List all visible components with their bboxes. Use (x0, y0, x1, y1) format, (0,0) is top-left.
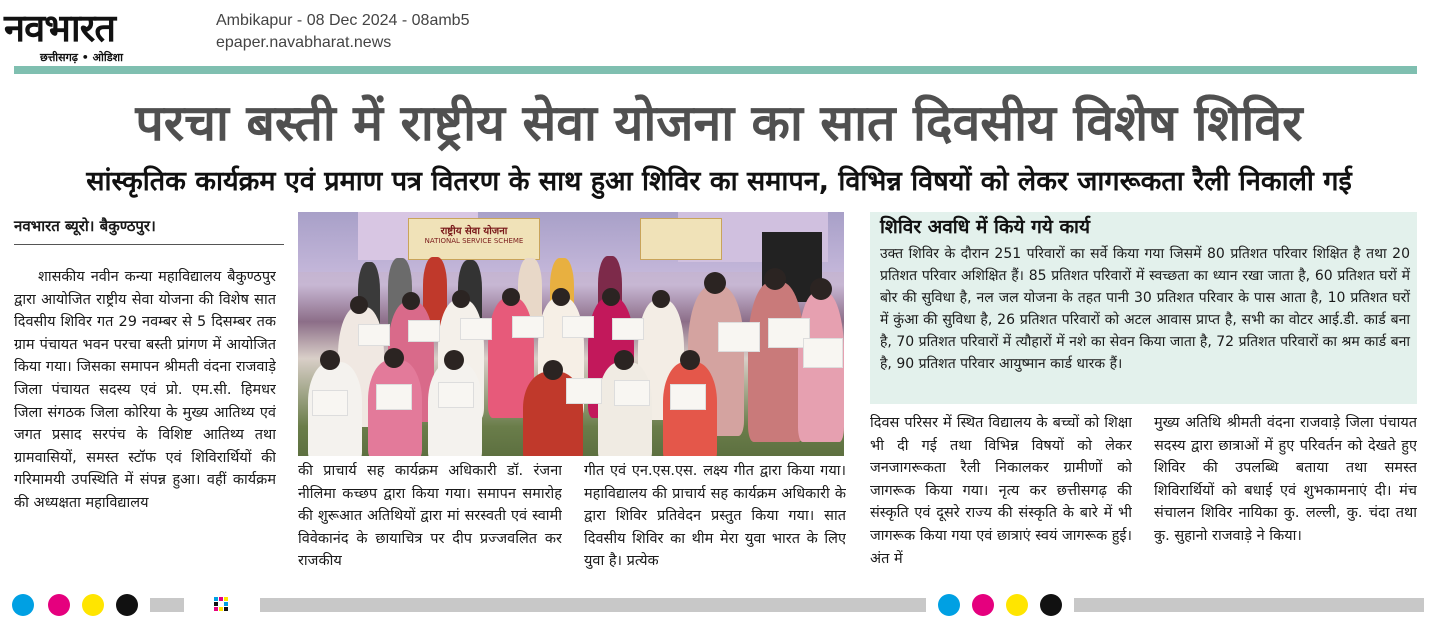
banner-text: राष्ट्रीय सेवा योजना (440, 226, 508, 237)
grey-color-bar-right (1074, 598, 1424, 612)
byline: नवभारत ब्यूरो। बैकुण्ठपुर। (14, 217, 156, 235)
article-column-4: दिवस परिसर में स्थित विद्यालय के बच्चों को शिक्षा भी दी गई तथा विभिन्न विषयों को लेकर जनजागरूकता रैली निकालकर ग्रामीणों को जागरूक किया गया। नृत्य कर छत्तीसगढ़ की संस्कृति एवं दूसरे राज्य की संस्कृति के बारे में भी जागरूक किया गया एवं छात्राएं स्वयं जागरूक हुई। अंत में (870, 415, 1132, 567)
grey-color-bar-middle (260, 598, 926, 612)
black-registration-dot-2 (1040, 594, 1062, 616)
article-subheadline: सांस्कृतिक कार्यक्रम एवं प्रमाण पत्र वितरण के साथ हुआ शिविर का समापन, विभिन्न विषयों को लेकर जागरूकता रैली निकाली गई (86, 166, 1352, 197)
sidebar-box-text: उक्त शिविर के दौरान 251 परिवारों का सर्वे किया गया जिसमें 80 प्रतिशत परिवार शिक्षित है तथा 20 प्रतिशत परिवार अशिक्षित हैं। 85 प्रतिशत परिवारों में स्वच्छता का ध्यान रखा जाता है, 60 प्रतिशत घरों में बोर की सुविधा है, नल जल योजना के तहत पानी 30 प्रतिशत परिवार के पास आता है, 10 प्रतिशत घरों में कुंआ की सुविधा है, 26 प्रतिशत परिवारों को अटल आवास प्राप्त है, सभी का वोटर आई.डी. कार्ड बना है, 70 प्रतिशत परिवारों में त्यौहारों में नशे का सेवन किया जाता है, 72 प्रतिशत परिवारों का श्रम कार्ड बना है, 90 प्रतिशत परिवार आयुष्मान कार्ड धारक हैं। (880, 246, 1410, 372)
cyan-registration-dot-2 (938, 594, 960, 616)
banner-subtext: NATIONAL SERVICE SCHEME (424, 237, 524, 245)
nss-banner-left (408, 218, 540, 260)
registration-mark-icon (214, 597, 228, 611)
byline-rule (14, 244, 284, 245)
article-column-1: शासकीय नवीन कन्या महाविद्यालय बैकुण्ठपुर द्वारा आयोजित राष्ट्रीय सेवा योजना की विशेष सात दिवसीय शिविर गत 29 नवम्बर से 5 दिसम्बर तक ग्राम पंचायत भवन परचा बस्ती प्रांगण में आयोजित किया गया। जिसका समापन श्रीमती वंदना राजवाड़े जिला पंचायत सदस्य एवं प्रो. एम.सी. हिमधर जिला संगठक जिला कोरिया के मुख्य आतिथ्य एवं जगत प्रसाद सरपंच के विशिष्ट आतिथ्य तथा ग्रामवासियों, समस्त स्टॉफ एवं शिविरार्थियों की गरिमामयी उपस्थिति में संपन्न हुआ। वहीं कार्यक्रम की अध्यक्षता महाविद्यालय (14, 269, 276, 511)
newspaper-logo: नवभारत (4, 6, 115, 50)
magenta-registration-dot (48, 594, 70, 616)
edition-line: Ambikapur - 08 Dec 2024 - 08amb5 (216, 12, 470, 29)
logo-tagline: छत्तीसगढ़ • ओडिशा (40, 51, 123, 64)
magenta-registration-dot-2 (972, 594, 994, 616)
grey-color-bar-left (150, 598, 184, 612)
cyan-registration-dot (12, 594, 34, 616)
header-divider-bar (14, 66, 1417, 74)
yellow-registration-dot-2 (1006, 594, 1028, 616)
article-column-2: की प्राचार्य सह कार्यक्रम अधिकारी डॉ. रंजना नीलिमा कच्छप द्वारा किया गया। समापन समारोह की शुरूआत अतिथियों द्वारा मां सरस्वती एवं स्वामी विवेकानंद के छायाचित्र पर दीप प्रज्जवलित कर राजकीय (298, 463, 562, 570)
yellow-registration-dot (82, 594, 104, 616)
black-registration-dot (116, 594, 138, 616)
nss-banner-right (640, 218, 722, 260)
article-column-3: गीत एवं एन.एस.एस. लक्ष्य गीत द्वारा किया गया। महाविद्यालय की प्राचार्य सह कार्यक्रम अधिकारी के द्वारा शिविर प्रतिवेदन प्रस्तुत किया गया। सात दिवसीय शिविर का थीम मेरा युवा भारत के लिए युवा है। प्रत्येक (584, 463, 846, 570)
article-column-5: मुख्य अतिथि श्रीमती वंदना राजवाड़े जिला पंचायत सदस्य द्वारा छात्राओं में हुए परिवर्तन को देखते हुए शिविर की उपलब्धि बताया तथा समस्त शिविरार्थियों को बधाई एवं शुभकामनाएं दी। मंच संचालन शिविर नायिका कु. लल्ली, कु. चंदा तथा कु. सुहानो राजवाड़े ने किया। (1154, 415, 1417, 544)
article-photo (298, 212, 844, 456)
sidebar-box-title: शिविर अवधि में किये गये कार्य (880, 216, 1091, 238)
article-headline: परचा बस्ती में राष्ट्रीय सेवा योजना का सात दिवसीय विशेष शिविर (135, 94, 1303, 152)
epaper-website-link[interactable]: epaper.navabharat.news (216, 34, 392, 51)
